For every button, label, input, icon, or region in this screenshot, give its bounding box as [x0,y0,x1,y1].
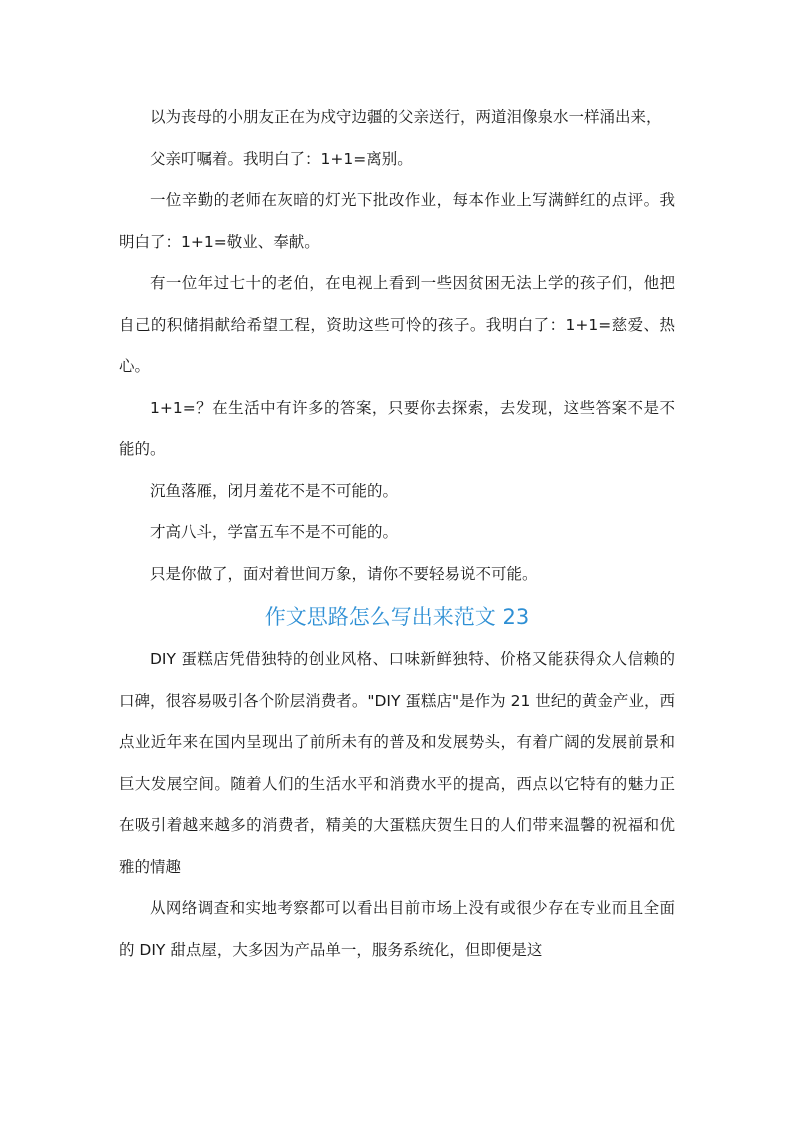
section-title: 作文思路怎么写出来范文 23 [264,605,530,629]
paragraph: 以为丧母的小朋友正在为戍守边疆的父亲送行，两道泪像泉水一样涌出来， [150,108,662,126]
paragraph: 从网络调查和实地考察都可以看出目前市场上没有或很少存在专业而且全面的 DIY 甜点屋，大多因为产品单一，服务系统化，但即便是这 [119,899,675,959]
paragraph: 1+1=？在生活中有许多的答案，只要你去探索，去发现，这些答案不是不能的。 [119,398,675,458]
paragraph: 沉鱼落雁，闭月羞花不是不可能的。 [150,481,399,500]
paragraph: 才高八斗，学富五车不是不可能的。 [150,523,399,541]
document-body [119,97,675,971]
paragraph: 一位辛勤的老师在灰暗的灯光下批改作业，每本作业上写满鲜红的点评。我明白了：1+1=敬业、奉献。 [119,191,675,251]
paragraph: 只是你做了，面对着世间万象，请你不要轻易说不可能。 [150,564,538,583]
paragraph: 有一位年过七十的老伯，在电视上看到一些因贫困无法上学的孩子们，他把自己的积储捐献给希望工程，资助这些可怜的孩子。我明白了：1+1=慈爱、热心。 [119,274,675,375]
paragraph: DIY 蛋糕店凭借独特的创业风格、口味新鲜独特、价格又能获得众人信赖的口碑，很容易吸引各个阶层消费者。"DIY 蛋糕店"是作为 21 世纪的黄金产业，西点业近年来在国内呈现出了前所未有的普及和发展势头，有着广阔的发展前景和巨大发展空间。随着人们的生活水平和消费水平的提高，西点以它特有的魅力正在吸引着越来越多的消费者，精美的大蛋糕庆贺生日的人们带来温馨的祝福和优雅的情趣 [119,650,675,876]
paragraph: 父亲叮嘱着。我明白了：1+1=离别。 [150,149,413,168]
